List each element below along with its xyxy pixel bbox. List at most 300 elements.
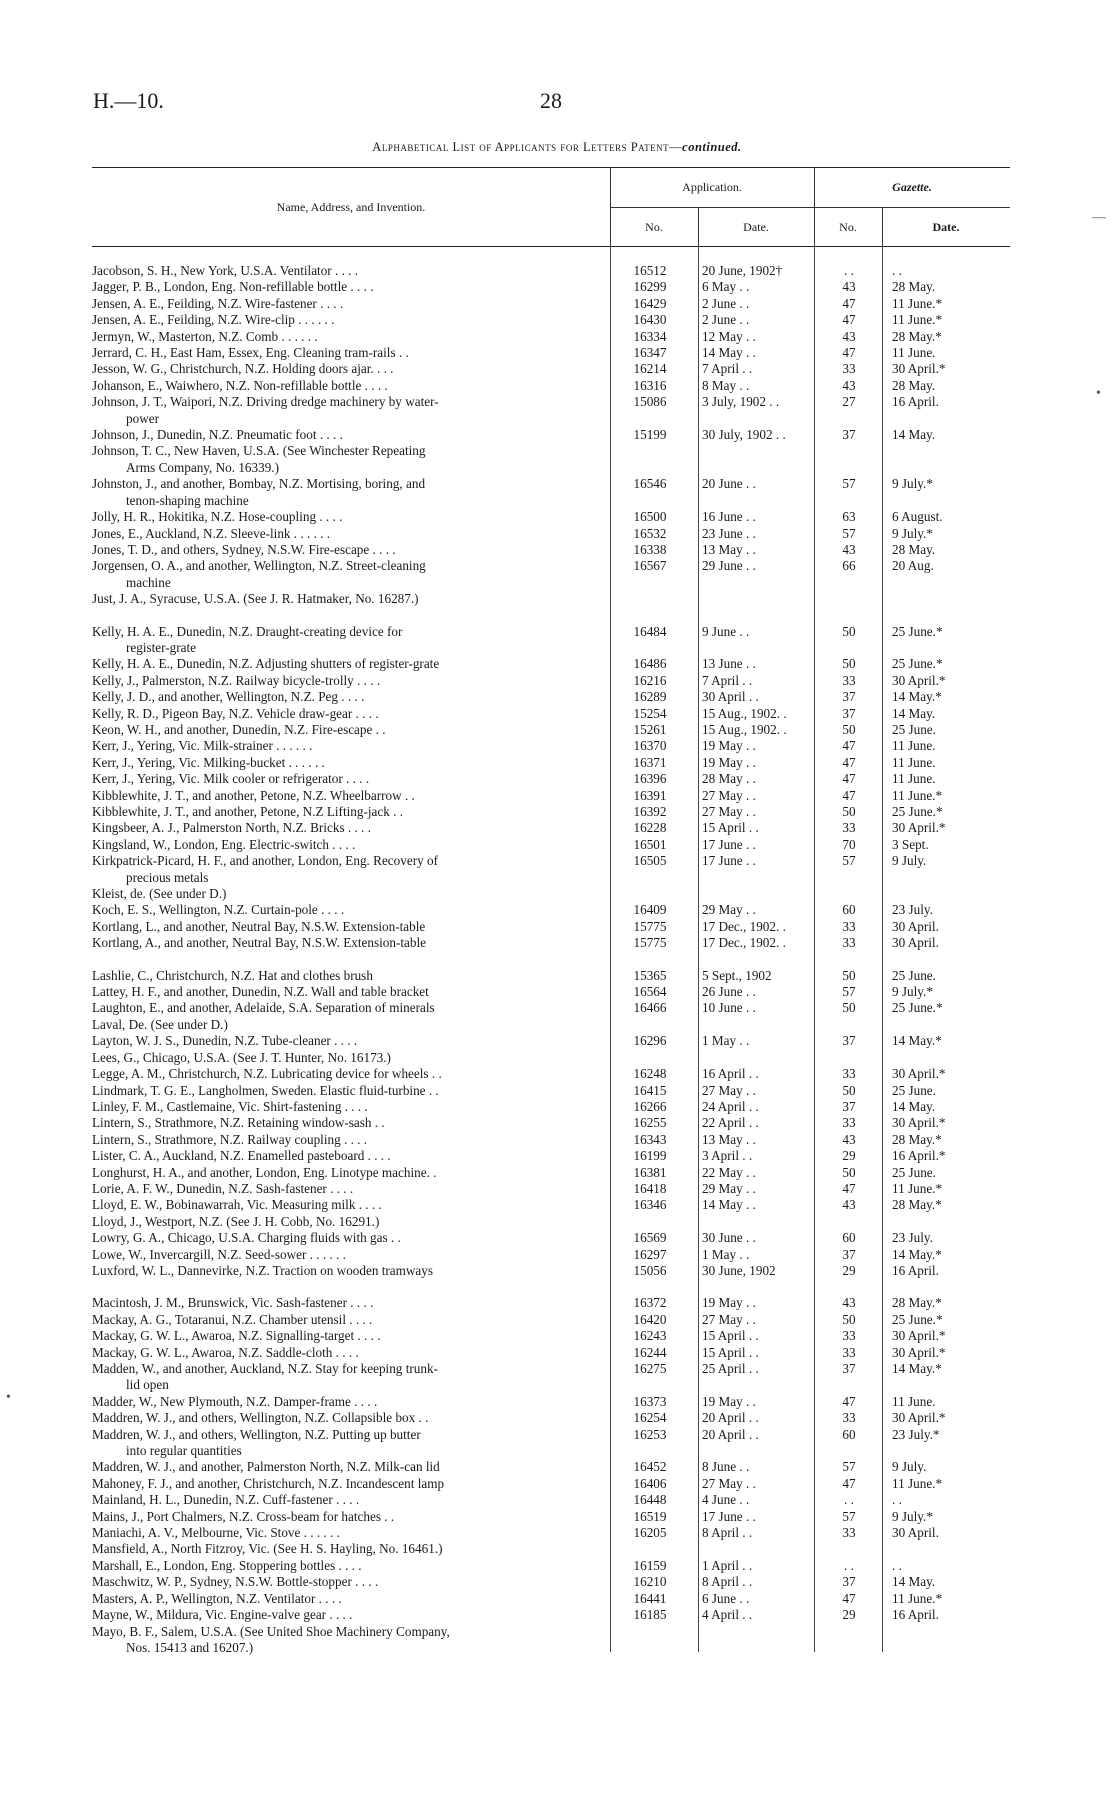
table-row [92, 935, 1010, 951]
margin-mark: — [1092, 210, 1106, 225]
col-header-app-date: Date. [743, 219, 769, 234]
application-date: 23 June . . [702, 525, 756, 541]
gazette-number: 43 [842, 328, 856, 344]
applicant-text: Layton, W. J. S., Dunedin, N.Z. Tube-cleaner . . . . [92, 1033, 358, 1049]
applicant-text: Johnson, J. T., Waipori, N.Z. Driving dredge machinery by water- [92, 394, 439, 410]
application-date: 10 June . . [702, 1000, 756, 1016]
table-row [92, 1050, 1010, 1066]
applicant-entry [92, 1083, 610, 1099]
application-date: 29 May . . [702, 902, 756, 918]
gazette-date: 14 May. [892, 1574, 936, 1590]
col-header-application: Application. [682, 179, 742, 194]
table-row [92, 853, 1010, 886]
applicant-text: Kingsland, W., London, Eng. Electric-switch . . . . [92, 836, 356, 852]
table-row [92, 1197, 1010, 1213]
application-date: 19 May . . [702, 738, 756, 754]
gazette-number: 37 [842, 1361, 856, 1376]
applicant-text: Marshall, E., London, Eng. Stoppering bottles . . . . [92, 1557, 362, 1573]
title-main: Alphabetical List of Applicants for Letters Patent— [372, 140, 683, 154]
applicant-text: Kingsbeer, A. J., Palmerston North, N.Z. Bricks . . . . [92, 820, 371, 836]
gazette-number: 33 [842, 1410, 856, 1426]
gazette-number: 33 [842, 918, 856, 934]
application-number: 16484 [633, 623, 667, 639]
col-header-gazette: Gazette. [892, 179, 932, 194]
application-number: 16406 [633, 1475, 667, 1491]
table-row [92, 1083, 1010, 1099]
gazette-number: 37 [842, 427, 856, 443]
applicant-entry [92, 738, 610, 754]
applicant-entry [92, 1230, 610, 1246]
gazette-number: 33 [842, 1328, 856, 1344]
gazette-date: 9 July. [892, 1459, 927, 1475]
gazette-number: 57 [842, 1459, 856, 1475]
applicant-entry [92, 689, 610, 705]
gazette-number: 43 [842, 377, 856, 393]
gazette-date: 14 May. [892, 705, 936, 721]
applicant-text: Madder, W., New Plymouth, N.Z. Damper-frame . . . . [92, 1393, 378, 1409]
application-date: 12 May . . [702, 328, 756, 344]
applicant-text-continued: machine [126, 574, 171, 590]
gazette-number: 57 [842, 476, 856, 492]
table-row [92, 1345, 1010, 1361]
application-date: 17 June . . [702, 836, 756, 852]
gazette-number: 57 [842, 525, 856, 541]
applicant-text: Kirkpatrick-Picard, H. F., and another, London, Eng. Recovery of [92, 853, 438, 869]
application-number: 16216 [633, 672, 667, 688]
table-row [92, 837, 1010, 853]
applicant-entry [92, 1000, 610, 1016]
application-number: 16430 [633, 312, 667, 328]
table-row [92, 820, 1010, 836]
applicant-text: Koch, E. S., Wellington, N.Z. Curtain-pole . . . . [92, 902, 345, 918]
col-header-gaz-no: No. [839, 219, 857, 234]
applicant-entry [92, 443, 610, 476]
gazette-date: 30 April.* [892, 1344, 946, 1360]
gazette-date: 16 April. [892, 1262, 939, 1278]
application-number: 16347 [633, 345, 667, 361]
gazette-number: 50 [842, 1164, 856, 1180]
applicant-text: Johanson, E., Waiwhero, N.Z. Non-refillable bottle . . . . [92, 377, 388, 393]
gazette-date: 11 June. [892, 1393, 936, 1409]
application-date: 27 May . . [702, 1082, 756, 1098]
gazette-number: 37 [842, 689, 856, 705]
gazette-date: 11 June. [892, 754, 936, 770]
table-row [92, 1427, 1010, 1460]
gazette-date: . . [892, 1492, 902, 1508]
application-date: 9 June . . [702, 623, 750, 639]
applicant-text: Madden, W., and another, Auckland, N.Z. Stay for keeping trunk- [92, 1361, 438, 1376]
title-continued: continued. [682, 140, 742, 154]
table-row [92, 1328, 1010, 1344]
gazette-date: 30 April. [892, 1525, 939, 1541]
table-row [92, 1247, 1010, 1263]
applicant-text: Kortlang, A., and another, Neutral Bay, N.S.W. Extension-table [92, 935, 426, 951]
table-row [92, 279, 1010, 295]
gazette-date: 23 July. [892, 1230, 933, 1246]
applicant-entry [92, 1312, 610, 1328]
gazette-date: 14 May. [892, 1098, 936, 1114]
applicant-entry [92, 1295, 610, 1311]
application-number: 16205 [633, 1525, 667, 1541]
gazette-date: 11 June.* [892, 1180, 943, 1196]
applicant-text: Lashlie, C., Christchurch, N.Z. Hat and clothes brush [92, 967, 373, 983]
application-number: 16381 [633, 1164, 667, 1180]
table-row [92, 706, 1010, 722]
gazette-number: 43 [842, 1131, 856, 1147]
application-date: 15 April . . [702, 1328, 759, 1344]
applicant-entry [92, 886, 610, 902]
applicant-text: Mayne, W., Mildura, Vic. Engine-valve gear . . . . [92, 1607, 353, 1623]
applicant-entry [92, 1410, 610, 1426]
application-date: 8 April . . [702, 1525, 753, 1541]
applicant-text: Mackay, G. W. L., Awaroa, N.Z. Saddle-cloth . . . . [92, 1344, 359, 1360]
gazette-date: 25 June. [892, 967, 936, 983]
gazette-date: 28 May. [892, 377, 936, 393]
application-number: 15254 [633, 705, 667, 721]
group-spacer [92, 1279, 1010, 1295]
table-row [92, 804, 1010, 820]
applicant-text: Lorie, A. F. W., Dunedin, N.Z. Sash-fastener . . . . [92, 1180, 354, 1196]
application-date: 22 April . . [702, 1115, 759, 1131]
applicant-text: Lees, G., Chicago, U.S.A. (See J. T. Hunter, No. 16173.) [92, 1049, 391, 1065]
application-date: 13 May . . [702, 1131, 756, 1147]
applicant-text: Jerrard, C. H., East Ham, Essex, Eng. Cleaning tram-rails . . [92, 345, 409, 361]
applicant-entry [92, 804, 610, 820]
applicant-text: Luxford, W. L., Dannevirke, N.Z. Traction on wooden tramways [92, 1262, 433, 1278]
applicant-text: Maddren, W. J., and another, Palmerston North, N.Z. Milk-can lid [92, 1459, 440, 1475]
gazette-number: 29 [842, 1262, 856, 1278]
applicant-entry [92, 312, 610, 328]
application-date: 6 May . . [702, 279, 750, 295]
application-number: 16346 [633, 1197, 667, 1213]
gazette-number: 50 [842, 623, 856, 639]
applicant-text: Just, J. A., Syracuse, U.S.A. (See J. R. Hatmaker, No. 16287.) [92, 591, 419, 607]
gazette-date: 11 June. [892, 771, 936, 787]
application-number: 16512 [633, 263, 667, 278]
application-number: 16371 [633, 754, 667, 770]
applicant-entry [92, 1328, 610, 1344]
application-number: 15775 [633, 935, 667, 951]
applicant-entry [92, 706, 610, 722]
applicant-text: Lloyd, J., Westport, N.Z. (See J. H. Cobb, No. 16291.) [92, 1213, 380, 1229]
application-date: 17 June . . [702, 1508, 756, 1524]
applicant-text: Legge, A. M., Christchurch, N.Z. Lubricating device for wheels . . [92, 1066, 442, 1082]
gazette-number: . . [844, 263, 854, 278]
gazette-number: 50 [842, 967, 856, 983]
applicant-entry [92, 509, 610, 525]
application-date: 1 May . . [702, 1246, 750, 1262]
application-date: 6 June . . [702, 1590, 750, 1606]
table-row [92, 329, 1010, 345]
gazette-date: 9 July.* [892, 984, 933, 1000]
applicant-text: Mackay, G. W. L., Awaroa, N.Z. Signalling-target . . . . [92, 1328, 381, 1344]
application-number: 16441 [633, 1590, 667, 1606]
header-rule [882, 208, 883, 246]
applicant-entry [92, 427, 610, 443]
applicant-text: Lowry, G. A., Chicago, U.S.A. Charging fluids with gas . . [92, 1230, 401, 1246]
applicant-entry [92, 919, 610, 935]
gazette-date: 30 April. [892, 935, 939, 951]
applicant-entry [92, 722, 610, 738]
application-number: 16415 [633, 1082, 667, 1098]
table-row [92, 1361, 1010, 1394]
application-date: 13 May . . [702, 541, 756, 557]
application-number: 16343 [633, 1131, 667, 1147]
applicant-text: Jermyn, W., Masterton, N.Z. Comb . . . . . . [92, 328, 318, 344]
applicant-text: Kelly, J. D., and another, Wellington, N.Z. Peg . . . . [92, 689, 365, 705]
gazette-date: 16 April. [892, 394, 939, 410]
gazette-number: 29 [842, 1148, 856, 1164]
applicant-entry [92, 1541, 610, 1557]
gazette-date: 25 June.* [892, 656, 943, 672]
applicant-entry [92, 984, 610, 1000]
gazette-date: . . [892, 263, 902, 278]
table-row [92, 1295, 1010, 1311]
gazette-date: 30 April.* [892, 1066, 946, 1082]
applicant-text: Kibblewhite, J. T., and another, Petone, N.Z Lifting-jack . . [92, 804, 404, 819]
applicant-text: Jensen, A. E., Feilding, N.Z. Wire-fastener . . . . [92, 295, 344, 311]
applicant-text: Mansfield, A., North Fitzroy, Vic. (See H. S. Hayling, No. 16461.) [92, 1541, 443, 1557]
applicant-entry [92, 1263, 610, 1279]
applicant-entry [92, 1214, 610, 1230]
col-header-name: Name, Address, and Invention. [276, 199, 426, 214]
applicant-entry [92, 476, 610, 509]
application-date: 28 May . . [702, 771, 756, 787]
group-spacer [92, 608, 1010, 624]
application-number: 16210 [633, 1574, 667, 1590]
applicant-text: Jones, E., Auckland, N.Z. Sleeve-link . . . . . . [92, 525, 331, 541]
applicant-text: Linley, F. M., Castlemaine, Vic. Shirt-fastening . . . . [92, 1098, 368, 1114]
applicant-text: Kerr, J., Yering, Vic. Milking-bucket . . . . . . [92, 754, 325, 770]
gazette-date: 9 July.* [892, 525, 933, 541]
applicant-text: Maddren, W. J., and others, Wellington, N.Z. Collapsible box . . [92, 1410, 429, 1426]
table-row [92, 1574, 1010, 1590]
applicant-entry [92, 1525, 610, 1541]
application-number: 16289 [633, 689, 667, 705]
table-row [92, 1410, 1010, 1426]
application-number: 16228 [633, 820, 667, 836]
applicant-entry [92, 1345, 610, 1361]
applicant-text-continued: register-grate [126, 639, 197, 655]
gazette-number: 33 [842, 1525, 856, 1541]
application-date: 1 May . . [702, 1033, 750, 1049]
application-number: 16505 [633, 853, 667, 869]
gazette-date: 11 June. [892, 738, 936, 754]
table-row [92, 1492, 1010, 1508]
gazette-date: 28 May.* [892, 1131, 942, 1147]
applicant-text-continued: Nos. 15413 and 16207.) [126, 1639, 254, 1655]
gazette-number: 33 [842, 1115, 856, 1131]
application-number: 16296 [633, 1033, 667, 1049]
applicant-entry [92, 1181, 610, 1197]
table-row [92, 263, 1010, 279]
application-date: 14 May . . [702, 1197, 756, 1213]
applicant-text: Kelly, H. A. E., Dunedin, N.Z. Draught-creating device for [92, 623, 403, 639]
table-row [92, 1181, 1010, 1197]
gazette-date: 11 June.* [892, 1590, 943, 1606]
applicant-text: Jacobson, S. H., New York, U.S.A. Ventilator . . . . [92, 263, 359, 278]
gazette-date: 16 April. [892, 1607, 939, 1623]
gazette-number: 50 [842, 1082, 856, 1098]
application-date: 13 June . . [702, 656, 756, 672]
gazette-number: 50 [842, 1000, 856, 1016]
applicant-entry [92, 788, 610, 804]
gazette-date: 23 July.* [892, 1426, 940, 1442]
gazette-date: 9 July.* [892, 1508, 933, 1524]
table-row [92, 345, 1010, 361]
application-date: 4 April . . [702, 1607, 753, 1623]
applicant-entry [92, 1476, 610, 1492]
gazette-number: 33 [842, 935, 856, 951]
application-date: 8 April . . [702, 1574, 753, 1590]
applicant-entry [92, 853, 610, 886]
application-date: 1 April . . [702, 1557, 753, 1573]
gazette-date: 30 April. [892, 918, 939, 934]
gazette-date: 30 April.* [892, 1410, 946, 1426]
applicant-entry [92, 1361, 610, 1394]
application-number: 16569 [633, 1230, 667, 1246]
gazette-number: 47 [842, 787, 856, 803]
applicant-text: Kelly, R. D., Pigeon Bay, N.Z. Vehicle draw-gear . . . . [92, 705, 379, 721]
gazette-number: . . [844, 1492, 854, 1508]
gazette-number: 63 [842, 509, 856, 525]
gazette-date: 16 April.* [892, 1148, 946, 1164]
application-date: 29 May . . [702, 1180, 756, 1196]
table-row [92, 624, 1010, 657]
application-number: 16334 [633, 328, 667, 344]
table-row [92, 919, 1010, 935]
application-number: 16244 [633, 1344, 667, 1360]
gazette-number: 47 [842, 771, 856, 787]
gazette-number: 47 [842, 312, 856, 328]
applicant-text: Jolly, H. R., Hokitika, N.Z. Hose-coupling . . . . [92, 509, 343, 525]
application-number: 16243 [633, 1328, 667, 1344]
applicant-entry [92, 1427, 610, 1460]
gazette-date: 30 April.* [892, 1328, 946, 1344]
gazette-date: 14 May.* [892, 689, 942, 705]
gazette-date: 30 April.* [892, 672, 946, 688]
applicant-entry [92, 1247, 610, 1263]
gazette-number: 57 [842, 1508, 856, 1524]
application-date: 20 April . . [702, 1426, 759, 1442]
gazette-date: 11 June.* [892, 787, 943, 803]
table-row [92, 591, 1010, 607]
applicant-entry [92, 1148, 610, 1164]
gazette-number: 50 [842, 804, 856, 819]
gazette-date: 25 June.* [892, 804, 943, 819]
applicant-text: Jensen, A. E., Feilding, N.Z. Wire-clip . . . . . . [92, 312, 335, 328]
applicant-text: Mains, J., Port Chalmers, N.Z. Cross-beam for hatches . . [92, 1508, 395, 1524]
gazette-number: 66 [842, 558, 856, 574]
gazette-date: 6 August. [892, 509, 943, 525]
gazette-date: 28 May. [892, 541, 936, 557]
gazette-number: 47 [842, 738, 856, 754]
gazette-date: 30 April.* [892, 1115, 946, 1131]
table-row [92, 394, 1010, 427]
application-date: 14 May . . [702, 345, 756, 361]
gazette-number: 43 [842, 279, 856, 295]
gazette-number: 57 [842, 984, 856, 1000]
gazette-number: 33 [842, 1344, 856, 1360]
applicant-entry [92, 1115, 610, 1131]
table-row [92, 1165, 1010, 1181]
table-row [92, 1607, 1010, 1623]
gazette-number: 33 [842, 672, 856, 688]
table-row [92, 378, 1010, 394]
applicant-text-continued: Arms Company, No. 16339.) [126, 459, 279, 475]
application-number: 16253 [633, 1426, 667, 1442]
application-date: 7 April . . [702, 672, 753, 688]
table-row [92, 1017, 1010, 1033]
application-date: 24 April . . [702, 1098, 759, 1114]
application-number: 16418 [633, 1180, 667, 1196]
applicant-text: Jones, T. D., and others, Sydney, N.S.W. Fire-escape . . . . [92, 541, 396, 557]
application-number: 16338 [633, 541, 667, 557]
table-row [92, 443, 1010, 476]
applicant-text: Laughton, E., and another, Adelaide, S.A. Separation of minerals [92, 1000, 435, 1016]
application-date: 22 May . . [702, 1164, 756, 1180]
gazette-date: 14 May. [892, 427, 936, 443]
gazette-date: 30 April.* [892, 820, 946, 836]
application-date: 30 July, 1902 . . [702, 427, 786, 443]
table-row [92, 1148, 1010, 1164]
table-row [92, 542, 1010, 558]
gazette-date: 28 May.* [892, 1197, 942, 1213]
applicant-text-continued: power [126, 410, 159, 426]
table-row [92, 1394, 1010, 1410]
gazette-date: 28 May. [892, 279, 936, 295]
application-number: 16501 [633, 836, 667, 852]
applicant-text: Kerr, J., Yering, Vic. Milk cooler or refrigerator . . . . [92, 771, 370, 787]
application-date: 15 Aug., 1902. . [702, 721, 787, 737]
application-date: 3 April . . [702, 1148, 753, 1164]
applicant-text: Mahoney, F. J., and another, Christchurch, N.Z. Incandescent lamp [92, 1475, 445, 1491]
applicant-entry [92, 1509, 610, 1525]
gazette-number: 47 [842, 345, 856, 361]
table-row [92, 1509, 1010, 1525]
applicant-entry [92, 1197, 610, 1213]
applicant-text: Johnson, T. C., New Haven, U.S.A. (See Winchester Repeating [92, 443, 426, 459]
applicant-entry [92, 345, 610, 361]
application-date: 27 May . . [702, 1311, 756, 1327]
application-date: 20 June, 1902† [702, 263, 783, 278]
application-number: 16546 [633, 476, 667, 492]
margin-mark: • [6, 1390, 11, 1405]
table-row [92, 1230, 1010, 1246]
gazette-number: 47 [842, 1393, 856, 1409]
gazette-date: 25 June.* [892, 1311, 943, 1327]
table-row [92, 738, 1010, 754]
applicant-entry [92, 1558, 610, 1574]
applicant-entry [92, 1459, 610, 1475]
applicant-text: Lintern, S., Strathmore, N.Z. Retaining window-sash . . [92, 1115, 385, 1131]
application-date: 19 May . . [702, 754, 756, 770]
applicant-entry [92, 378, 610, 394]
table-row [92, 296, 1010, 312]
applicant-entry [92, 837, 610, 853]
applicant-entry [92, 1492, 610, 1508]
applicant-text: Lindmark, T. G. E., Langholmen, Sweden. Elastic fluid-turbine . . [92, 1082, 439, 1098]
application-number: 16254 [633, 1410, 667, 1426]
table-row [92, 1033, 1010, 1049]
applicant-text: Lattey, H. F., and another, Dunedin, N.Z. Wall and table bracket [92, 984, 429, 1000]
application-date: 17 Dec., 1902. . [702, 935, 786, 951]
applicant-text: Longhurst, H. A., and another, London, Eng. Linotype machine. . [92, 1164, 437, 1180]
application-number: 16316 [633, 377, 667, 393]
application-date: 8 May . . [702, 377, 750, 393]
col-header-app-no: No. [645, 219, 663, 234]
application-date: 2 June . . [702, 295, 750, 311]
